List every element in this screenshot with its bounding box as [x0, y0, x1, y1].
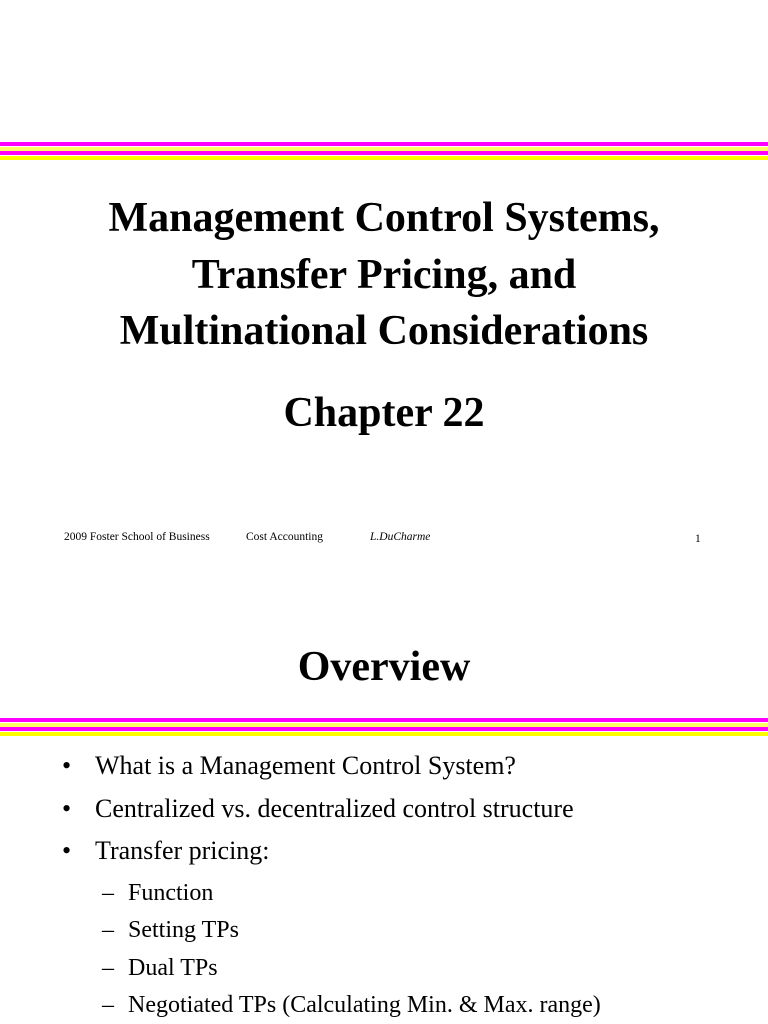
decorative-stripe-middle: [0, 718, 768, 735]
sub-bullet-text: Dual TPs: [128, 954, 218, 981]
sub-bullet-item: [62, 953, 752, 983]
sub-bullet-text: Setting TPs: [128, 917, 239, 943]
overview-title: Overview: [297, 644, 471, 690]
dash-icon: –: [102, 954, 114, 981]
bullet-item: [62, 793, 752, 825]
bullet-text: Transfer pricing:: [95, 836, 270, 865]
sub-bullet-item: [62, 915, 752, 945]
sub-bullet-text: Function: [128, 879, 214, 906]
slide-footer: [0, 529, 768, 549]
decorative-stripe-top: [0, 142, 768, 159]
sub-bullet-list: [62, 878, 752, 1021]
bullet-text: What is a Management Control System?: [95, 751, 516, 780]
overview-bullet-list: [62, 750, 752, 1024]
title-line-2: Transfer Pricing, and: [191, 251, 577, 298]
sub-bullet-item: [62, 990, 752, 1020]
bullet-icon: •: [62, 751, 72, 780]
bullet-item: [62, 750, 752, 782]
dash-icon: –: [102, 992, 114, 1018]
bullet-icon: •: [62, 836, 72, 865]
sub-bullet-item: [62, 878, 752, 908]
footer-course: Cost Accounting: [246, 531, 323, 543]
footer-author: L.DuCharme: [370, 531, 431, 543]
sub-bullet-container: [62, 878, 752, 1021]
footer-page-number: 1: [695, 533, 701, 545]
bullet-icon: •: [62, 793, 72, 823]
sub-bullet-text: Negotiated TPs (Calculating Min. & Max. range): [128, 992, 601, 1018]
slide-title: [0, 190, 768, 360]
dash-icon: –: [102, 917, 114, 943]
footer-organization: 2009 Foster School of Business: [64, 531, 210, 543]
chapter-heading: Chapter 22: [283, 390, 485, 436]
bullet-item: [62, 835, 752, 867]
title-line-3: Multinational Considerations: [119, 308, 649, 354]
title-line-1: Management Control Systems,: [108, 195, 660, 241]
bullet-text: Centralized vs. decentralized control structure: [95, 793, 574, 823]
dash-icon: –: [102, 879, 114, 906]
